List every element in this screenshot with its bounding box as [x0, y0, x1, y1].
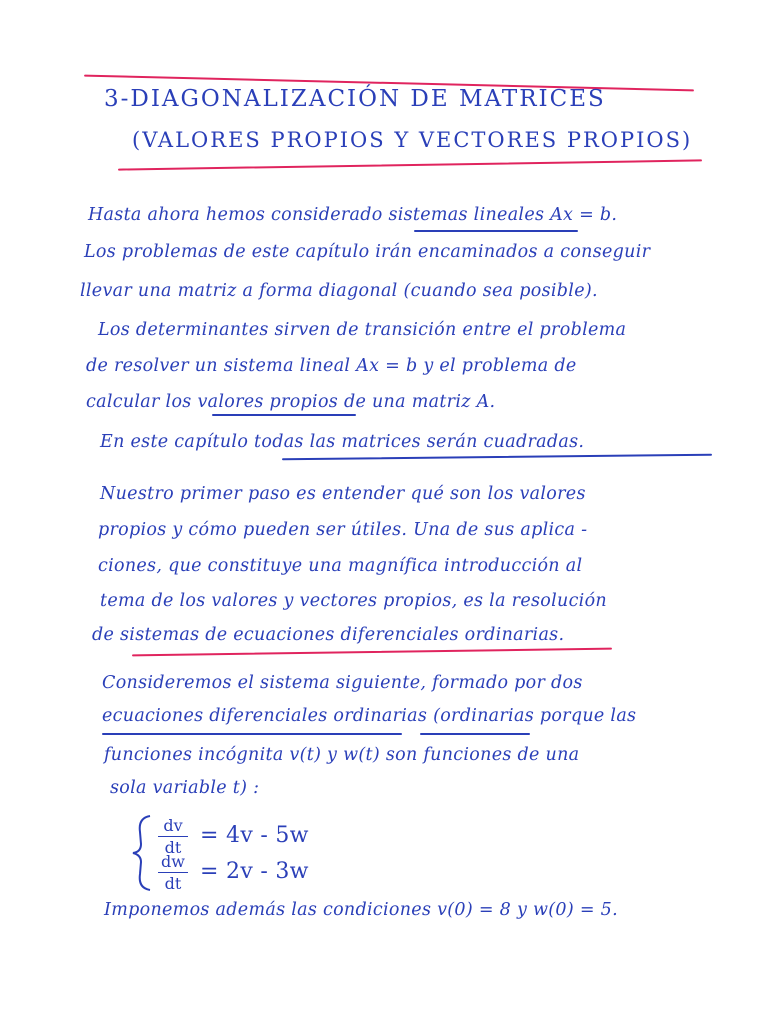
p1-line-6: calcular los valores propios de una matriz A. — [86, 392, 496, 412]
closing-line: Imponemos además las condiciones v(0) = 8 y w(0) = 5. — [104, 900, 618, 920]
p1-line-1: Hasta ahora hemos considerado sistemas lineales Ax = b. — [88, 205, 618, 225]
title-line-2: (VALORES PROPIOS Y VECTORES PROPIOS) — [132, 128, 693, 152]
eq2-numerator: dw — [161, 852, 185, 871]
eq1-numerator: dv — [163, 816, 183, 835]
underline-ordinarias — [420, 733, 530, 735]
title-line-1: 3-DIAGONALIZACIÓN DE MATRICES — [104, 86, 606, 112]
eq2-rhs: = 2v - 3w — [200, 859, 309, 884]
eq2-derivative — [158, 852, 188, 893]
p3-line-2: propios y cómo pueden ser útiles. Una de sus aplica - — [98, 520, 588, 540]
eq2-denominator: dt — [164, 874, 182, 893]
p4-line-4: sola variable t) : — [110, 778, 260, 798]
underline-ecuaciones-diferenciales — [102, 733, 402, 735]
p3-line-1: Nuestro primer paso es entender qué son los valores — [100, 484, 586, 504]
underline-valores-propios — [212, 414, 356, 416]
eq1-denominator: dt — [164, 838, 182, 857]
p3-line-3: ciones, que constituye una magnífica introducción al — [98, 556, 583, 576]
p4-line-3: funciones incógnita v(t) y w(t) son funciones de una — [104, 745, 580, 765]
p4-line-1: Consideremos el sistema siguiente, formado por dos — [102, 673, 583, 693]
p2-line: En este capítulo todas las matrices serán cuadradas. — [100, 432, 585, 452]
underline-matrices-cuadradas — [282, 454, 712, 460]
eq1-derivative — [158, 816, 188, 857]
p3-line-4: tema de los valores y vectores propios, es la resolución — [100, 591, 607, 611]
system-brace — [128, 812, 158, 892]
p1-line-4: Los determinantes sirven de transición entre el problema — [98, 320, 627, 340]
eq1-rhs: = 4v - 5w — [200, 823, 309, 848]
p1-line-5: de resolver un sistema lineal Ax = b y el problema de — [86, 356, 577, 376]
p1-line-3: llevar una matriz a forma diagonal (cuando sea posible). — [80, 281, 598, 301]
title-bottom-underline — [118, 159, 702, 170]
p1-line-2: Los problemas de este capítulo irán encaminados a conseguir — [84, 242, 651, 262]
underline-sistemas-ecuaciones — [132, 648, 612, 657]
p4-line-2: ecuaciones diferenciales ordinarias (ordinarias porque las — [102, 706, 637, 726]
p3-line-5: de sistemas de ecuaciones diferenciales ordinarias. — [92, 625, 565, 645]
underline-sistemas-lineales — [414, 230, 578, 232]
